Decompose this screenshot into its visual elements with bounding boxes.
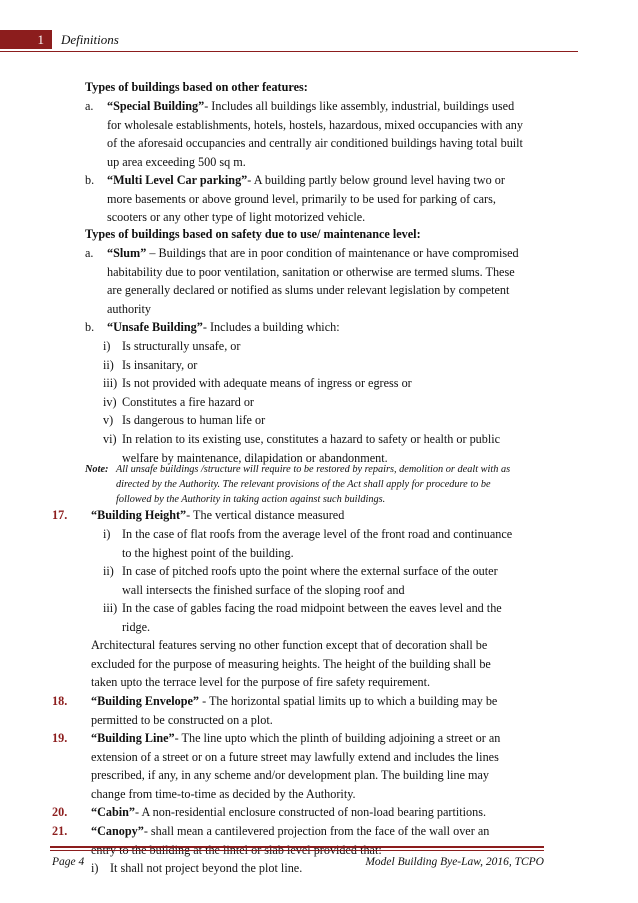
unsafe-criterion: Is not provided with adequate means of ingress or egress or (122, 376, 412, 390)
definition-canopy: “Canopy”- shall mean a cantilevered projection from the face of the wall over an entry to the building at the lintel or slab level provided that: (91, 824, 490, 857)
item-label: a. (85, 99, 94, 113)
list-label: i) (91, 861, 99, 875)
list-label: ii) (103, 358, 114, 372)
definition-multi-level-car-parking: “Multi Level Car parking”- A building partly below ground level having two or more basements or above ground level, primarily to be used for parking of cars, scooters or any other type of light motorized vehicle. (107, 173, 505, 224)
defined-term: “Slum” (107, 246, 147, 260)
definition-number: 21. (52, 824, 68, 838)
definition-number: 19. (52, 731, 68, 745)
defined-term: “Building Height” (91, 508, 187, 522)
unsafe-criterion: Constitutes a fire hazard or (122, 395, 254, 409)
footer-rule (50, 846, 544, 848)
footer-rule (50, 850, 544, 851)
list-label: i) (103, 339, 111, 353)
list-label: iii) (103, 601, 118, 615)
section-heading-other-features: Types of buildings based on other features: (85, 80, 308, 94)
definition-number: 20. (52, 805, 68, 819)
definition-slum: “Slum” – Buildings that are in poor condition of maintenance or have compromised habitability due to poor ventilation, sanitation or otherwise are termed slums. These are generally declared or notified as slums under relevant legislation by competent authority (107, 246, 519, 316)
page-header (0, 26, 638, 52)
item-label: b. (85, 173, 95, 187)
page-number: Page 4 (52, 856, 85, 868)
item-label: a. (85, 246, 94, 260)
definition-number: 17. (52, 508, 68, 522)
defined-term: “Unsafe Building” (107, 320, 203, 334)
defined-term: “Multi Level Car parking” (107, 173, 248, 187)
defined-term: “Building Envelope” (91, 694, 200, 708)
height-rule: In the case of gables facing the road midpoint between the eaves level and the ridge. (122, 601, 502, 634)
list-label: iv) (103, 395, 117, 409)
definition-building-envelope: “Building Envelope” - The horizontal spatial limits up to which a building may be permitted to be constructed on a plot. (91, 694, 498, 727)
unsafe-criterion: Is insanitary, or (122, 358, 198, 372)
note-block (85, 462, 545, 510)
definition-building-line: “Building Line”- The line upto which the plinth of building adjoining a street or an extension of a street or on a future street may lawfully extend and includes the lines prescribed, if any, in any scheme and/or development plan. The building line may change from time-to-time as decided by the Authority. (91, 731, 501, 801)
unsafe-criterion: In relation to its existing use, constitutes a hazard to safety or health or public welfare by maintenance, dilapidation or abandonment. (122, 432, 501, 465)
list-label: v) (103, 413, 114, 427)
section-heading-safety: Types of buildings based on safety due to use/ maintenance level: (85, 227, 421, 241)
height-rule: In the case of flat roofs from the average level of the front road and continuance to the highest point of the building. (122, 527, 513, 560)
chapter-number-badge: 1 (0, 30, 52, 49)
list-label: vi) (103, 432, 117, 446)
height-rule: In case of pitched roofs upto the point where the external surface of the outer wall intersects the finished surface of the sloping roof and (122, 564, 498, 597)
definition-number: 18. (52, 694, 68, 708)
definition-building-height: “Building Height”- The vertical distance measured (91, 508, 345, 522)
note-text: All unsafe buildings /structure will require to be restored by repairs, demolition or dealt with as directed by the Authority. The relevant provisions of the Act shall apply for procedure to be followed by the Authority in taking action against such buildings. (116, 464, 511, 505)
unsafe-criterion: Is dangerous to human life or (122, 413, 266, 427)
height-paragraph: Architectural features serving no other function except that of decoration shall be excluded for the purpose of measuring heights. The height of the building shall be taken upto the terrace level for the purpose of fire safety requirement. (91, 638, 491, 689)
item-label: b. (85, 320, 95, 334)
document-title: Model Building Bye-Law, 2016, TCPO (365, 856, 544, 868)
list-label: i) (103, 527, 111, 541)
definition-special-building: “Special Building”- Includes all buildings like assembly, industrial, buildings used for wholesale establishments, hotels, hostels, hazardous, mixed occupancies with any of the aforesaid occupancies and centrally air conditioned buildings having total built up area exceeding 500 sq m. (107, 99, 523, 169)
defined-term: “Canopy” (91, 824, 144, 838)
definition-cabin: “Cabin”- A non-residential enclosure constructed of non-load bearing partitions. (91, 805, 486, 819)
chapter-title: Definitions (61, 32, 119, 47)
definition-unsafe-building: “Unsafe Building”- Includes a building which: (107, 320, 340, 334)
defined-term: “Building Line” (91, 731, 175, 745)
unsafe-criterion: Is structurally unsafe, or (122, 339, 241, 353)
canopy-condition: It shall not project beyond the plot line. (110, 861, 303, 875)
defined-term: “Cabin” (91, 805, 136, 819)
defined-term: “Special Building” (107, 99, 205, 113)
list-label: ii) (103, 564, 114, 578)
header-rule (0, 51, 578, 52)
list-label: iii) (103, 376, 118, 390)
note-label: Note: (85, 464, 109, 475)
